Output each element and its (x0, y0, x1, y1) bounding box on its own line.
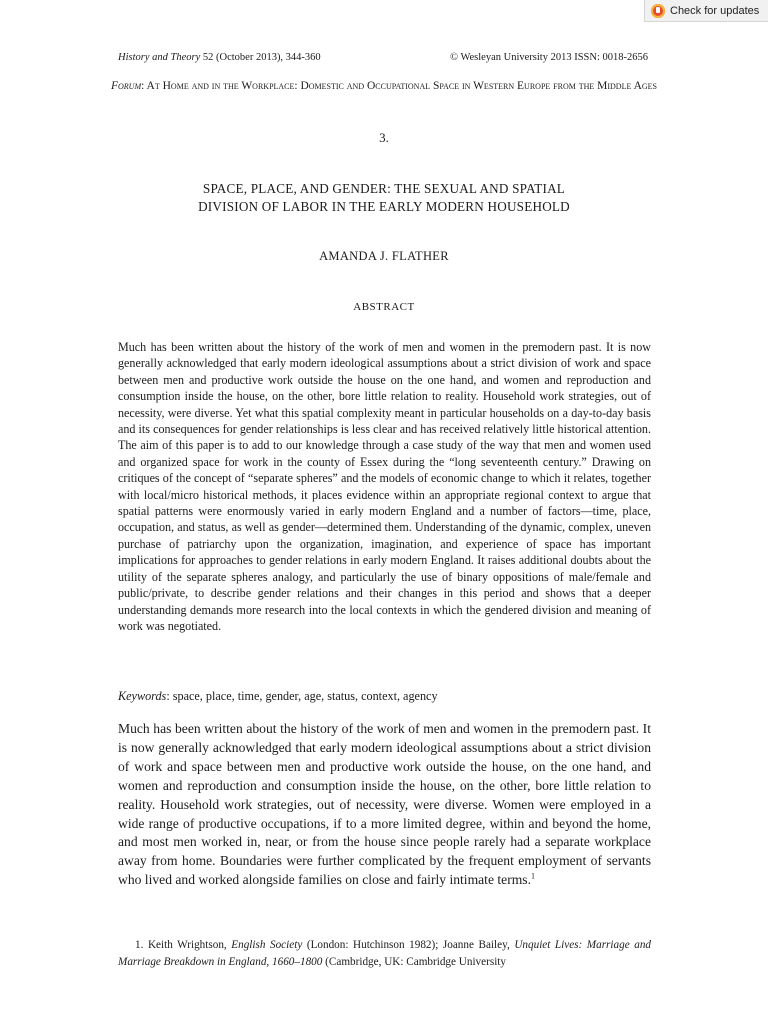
forum-text: : At Home and in the Workplace: Domestic and Occupational Space in Western Europe from the Middle Ages (141, 80, 658, 92)
check-for-updates-button[interactable] (644, 0, 768, 22)
abstract-heading: ABSTRACT (353, 301, 415, 313)
article-number: 3. (379, 130, 389, 145)
journal-name: History and Theory (118, 52, 201, 63)
forum-heading (110, 78, 658, 94)
check-for-updates-label: Check for updates (670, 4, 760, 17)
footnote-number: 1. (135, 939, 148, 951)
keywords-line (118, 689, 651, 704)
body-text: Much has been written about the history of the work of men and women in the premodern past. It is now generally acknowledged that early modern ideological assumptions about a strict division of work and space between men and productive work outside the house, on the one hand, and women and reproduction and consumption inside the house, on the other, bore little relation to reality. Household work strategies, out of necessity, were diverse. Women were employed in a wide range of productive occupations, if to a more limited degree, within and beyond the home, and most men worked in, near, or from the house since people rarely had a separate workplace away from home. Boundaries were further complicated by the frequent employment of servants who lived and worked alongside families on close and fairly intimate terms. (118, 721, 651, 888)
footnote-title-2: Unquiet Lives: Marriage and Marriage Breakdown in England, 1660–1800 (118, 939, 652, 968)
footnote-reference[interactable]: 1 (531, 871, 535, 881)
footnote-part-e: (Cambridge, UK: Cambridge University (322, 956, 507, 968)
footnote-1 (118, 937, 651, 971)
article-title (130, 180, 638, 216)
body-paragraph (118, 720, 651, 890)
title-line-2: DIVISION OF LABOR IN THE EARLY MODERN HOUSEHOLD (198, 199, 570, 214)
crossmark-icon (651, 4, 665, 18)
footnote-part-c: (London: Hutchinson 1982); Joanne Bailey, (302, 939, 515, 951)
keywords-label: Keywords (118, 689, 167, 703)
copyright-issn: © Wesleyan University 2013 ISSN: 0018-2656 (450, 52, 648, 63)
footnote-part-a: Keith Wrightson, (147, 939, 232, 951)
footnote-title-1: English Society (231, 939, 303, 951)
keywords-text: : space, place, time, gender, age, status, context, agency (166, 689, 438, 703)
running-head (118, 52, 648, 63)
title-line-1: SPACE, PLACE, AND GENDER: THE SEXUAL AND SPATIAL (202, 181, 566, 196)
forum-lead: Forum (110, 80, 142, 92)
abstract-text: Much has been written about the history of the work of men and women in the premodern past. It is now generally acknowledged that early modern ideological assumptions about a strict division of work and space between men and productive work outside the house on the one hand, and women and reproduction and consumption inside the house, on the other, bore little relation to reality. Household work strategies, out of necessity, were diverse. Yet what this spatial complexity meant in particular households on a day-to-day basis and its consequences for gender relationships is less clear and has received relatively little historical attention. The aim of this paper is to add to our knowledge through a case study of the way that men and women used and organized space for work in the county of Essex during the “long seventeenth century.” Drawing on critiques of the concept of “separate spheres” and the models of economic change to which it relates, together with local/micro historical methods, it places evidence within an appropriate regional context to argue that spatial patterns were enormously varied in early modern England and a number of factors—time, place, occupation, and status, as well as gender—determined them. Understanding of the dynamic, complex, uneven purchase of patriarchy upon the organization, imagination, and experience of space has important implications for approaches to gender relations in early modern England. It raises additional doubts about the utility of the separate spheres analogy, and particularly the use of binary oppositions of male/female and public/private, to describe gender relations and their changes in this period and shows that a deeper understanding demands more research into the local contexts in which the gendered division and meaning of work was negotiated. (118, 340, 651, 633)
issue-pages: 52 (October 2013), 344-360 (200, 52, 321, 63)
journal-citation (118, 52, 321, 63)
author-name: AMANDA J. FLATHER (319, 249, 449, 263)
